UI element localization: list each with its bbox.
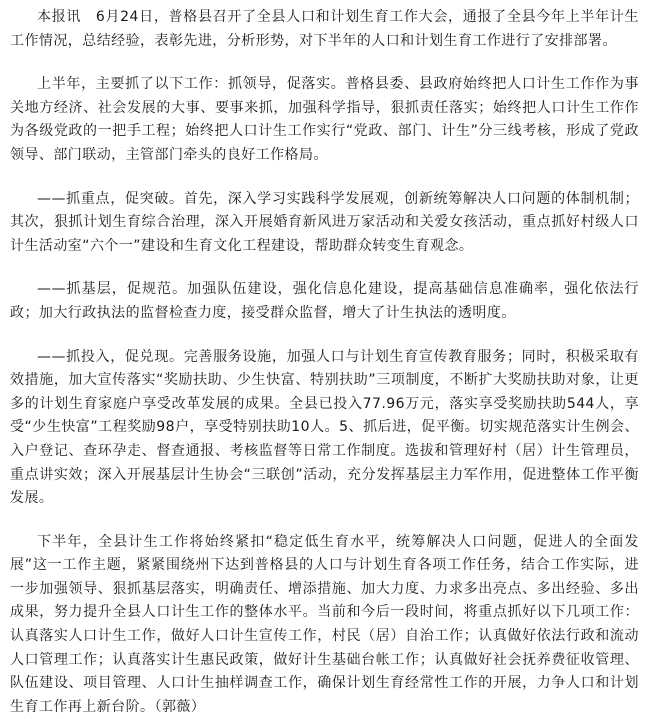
- paragraph-key-points: ——抓重点，促突破。首先，深入学习实践科学发展观，创新统筹解决人口问题的体制机制；其次，狠抓计划生育综合治理，深入开展婚育新风进万家活动和关爱女孩活动，重点抓好村级人口计生活动室“六个一”建设和生育文化工程建设，帮助群众转变生育观念。: [10, 190, 639, 254]
- paragraph-intro: 本报讯 6月24日，普格县召开了全县人口和计划生育工作大会，通报了全县今年上半年计生工作情况，总结经验，表彰先进，分析形势，对下半年的人口和计划生育工作进行了安排部署。: [10, 9, 639, 49]
- paragraph-investment: ——抓投入，促兑现。完善服务设施，加强人口与计划生育宣传教育服务；同时，积极采取有效措施，加大宣传落实“奖励扶助、少生快富、特别扶助”三项制度，不断扩大奖励扶助对象，让更多的计划生育家庭户享受改革发展的成果。全县已投入77.96万元，落实享受奖励扶助544人，享受“少生快富”工程奖励98户，享受特别扶助10人。5、抓后进，促平衡。切实规范落实计生例会、入户登记、查环孕走、督查通报、考核监督等日常工作制度。选拔和管理好村（居）计生管理员，重点讲实效；深入开展基层计生协会“三联创”活动，充分发挥基层主力军作用，促进整体工作平衡发展。: [10, 348, 639, 507]
- paragraph-grassroots: ——抓基层，促规范。加强队伍建设，强化信息化建设，提高基础信息准确率，强化依法行政；加大行政执法的监督检查力度，接受群众监督，增大了计生执法的透明度。: [10, 281, 639, 321]
- paragraph-second-half-plan: 下半年，全县计生工作将始终紧扣“稳定低生育水平，统筹解决人口问题，促进人的全面发展”这一工作主题，紧紧围绕州下达到普格县的人口与计划生育各项工作任务，结合工作实际，进一步加强领导、狠抓基层落实，明确责任、增添措施、加大力度、力求多出亮点、多出经验、多出成果，努力提升全县人口计生工作的整体水平。当前和今后一段时间，将重点抓好以下几项工作：认真落实人口计生工作，做好人口计生宣传工作，村民（居）自治工作；认真做好依法行政和流动人口管理工作；认真落实计生惠民政策，做好计生基础台帐工作；认真做好社会抚养费征收管理、队伍建设、项目管理、人口计生抽样调查工作，确保计划生育经常性工作的开展，力争人口和计划生育工作再上新台阶。（郭薇）: [10, 533, 639, 715]
- paragraph-first-half-summary: 上半年，主要抓了以下工作：抓领导，促落实。普格县委、县政府始终把人口计生工作作为事关地方经济、社会发展的大事、要事来抓，加强科学指导，狠抓责任落实；始终把人口计生工作作为各级党政的一把手工程；始终把人口计生工作实行“党政、部门、计生”分三线考核，形成了党政领导、部门联动，主管部门牵头的良好工作格局。: [10, 76, 639, 163]
